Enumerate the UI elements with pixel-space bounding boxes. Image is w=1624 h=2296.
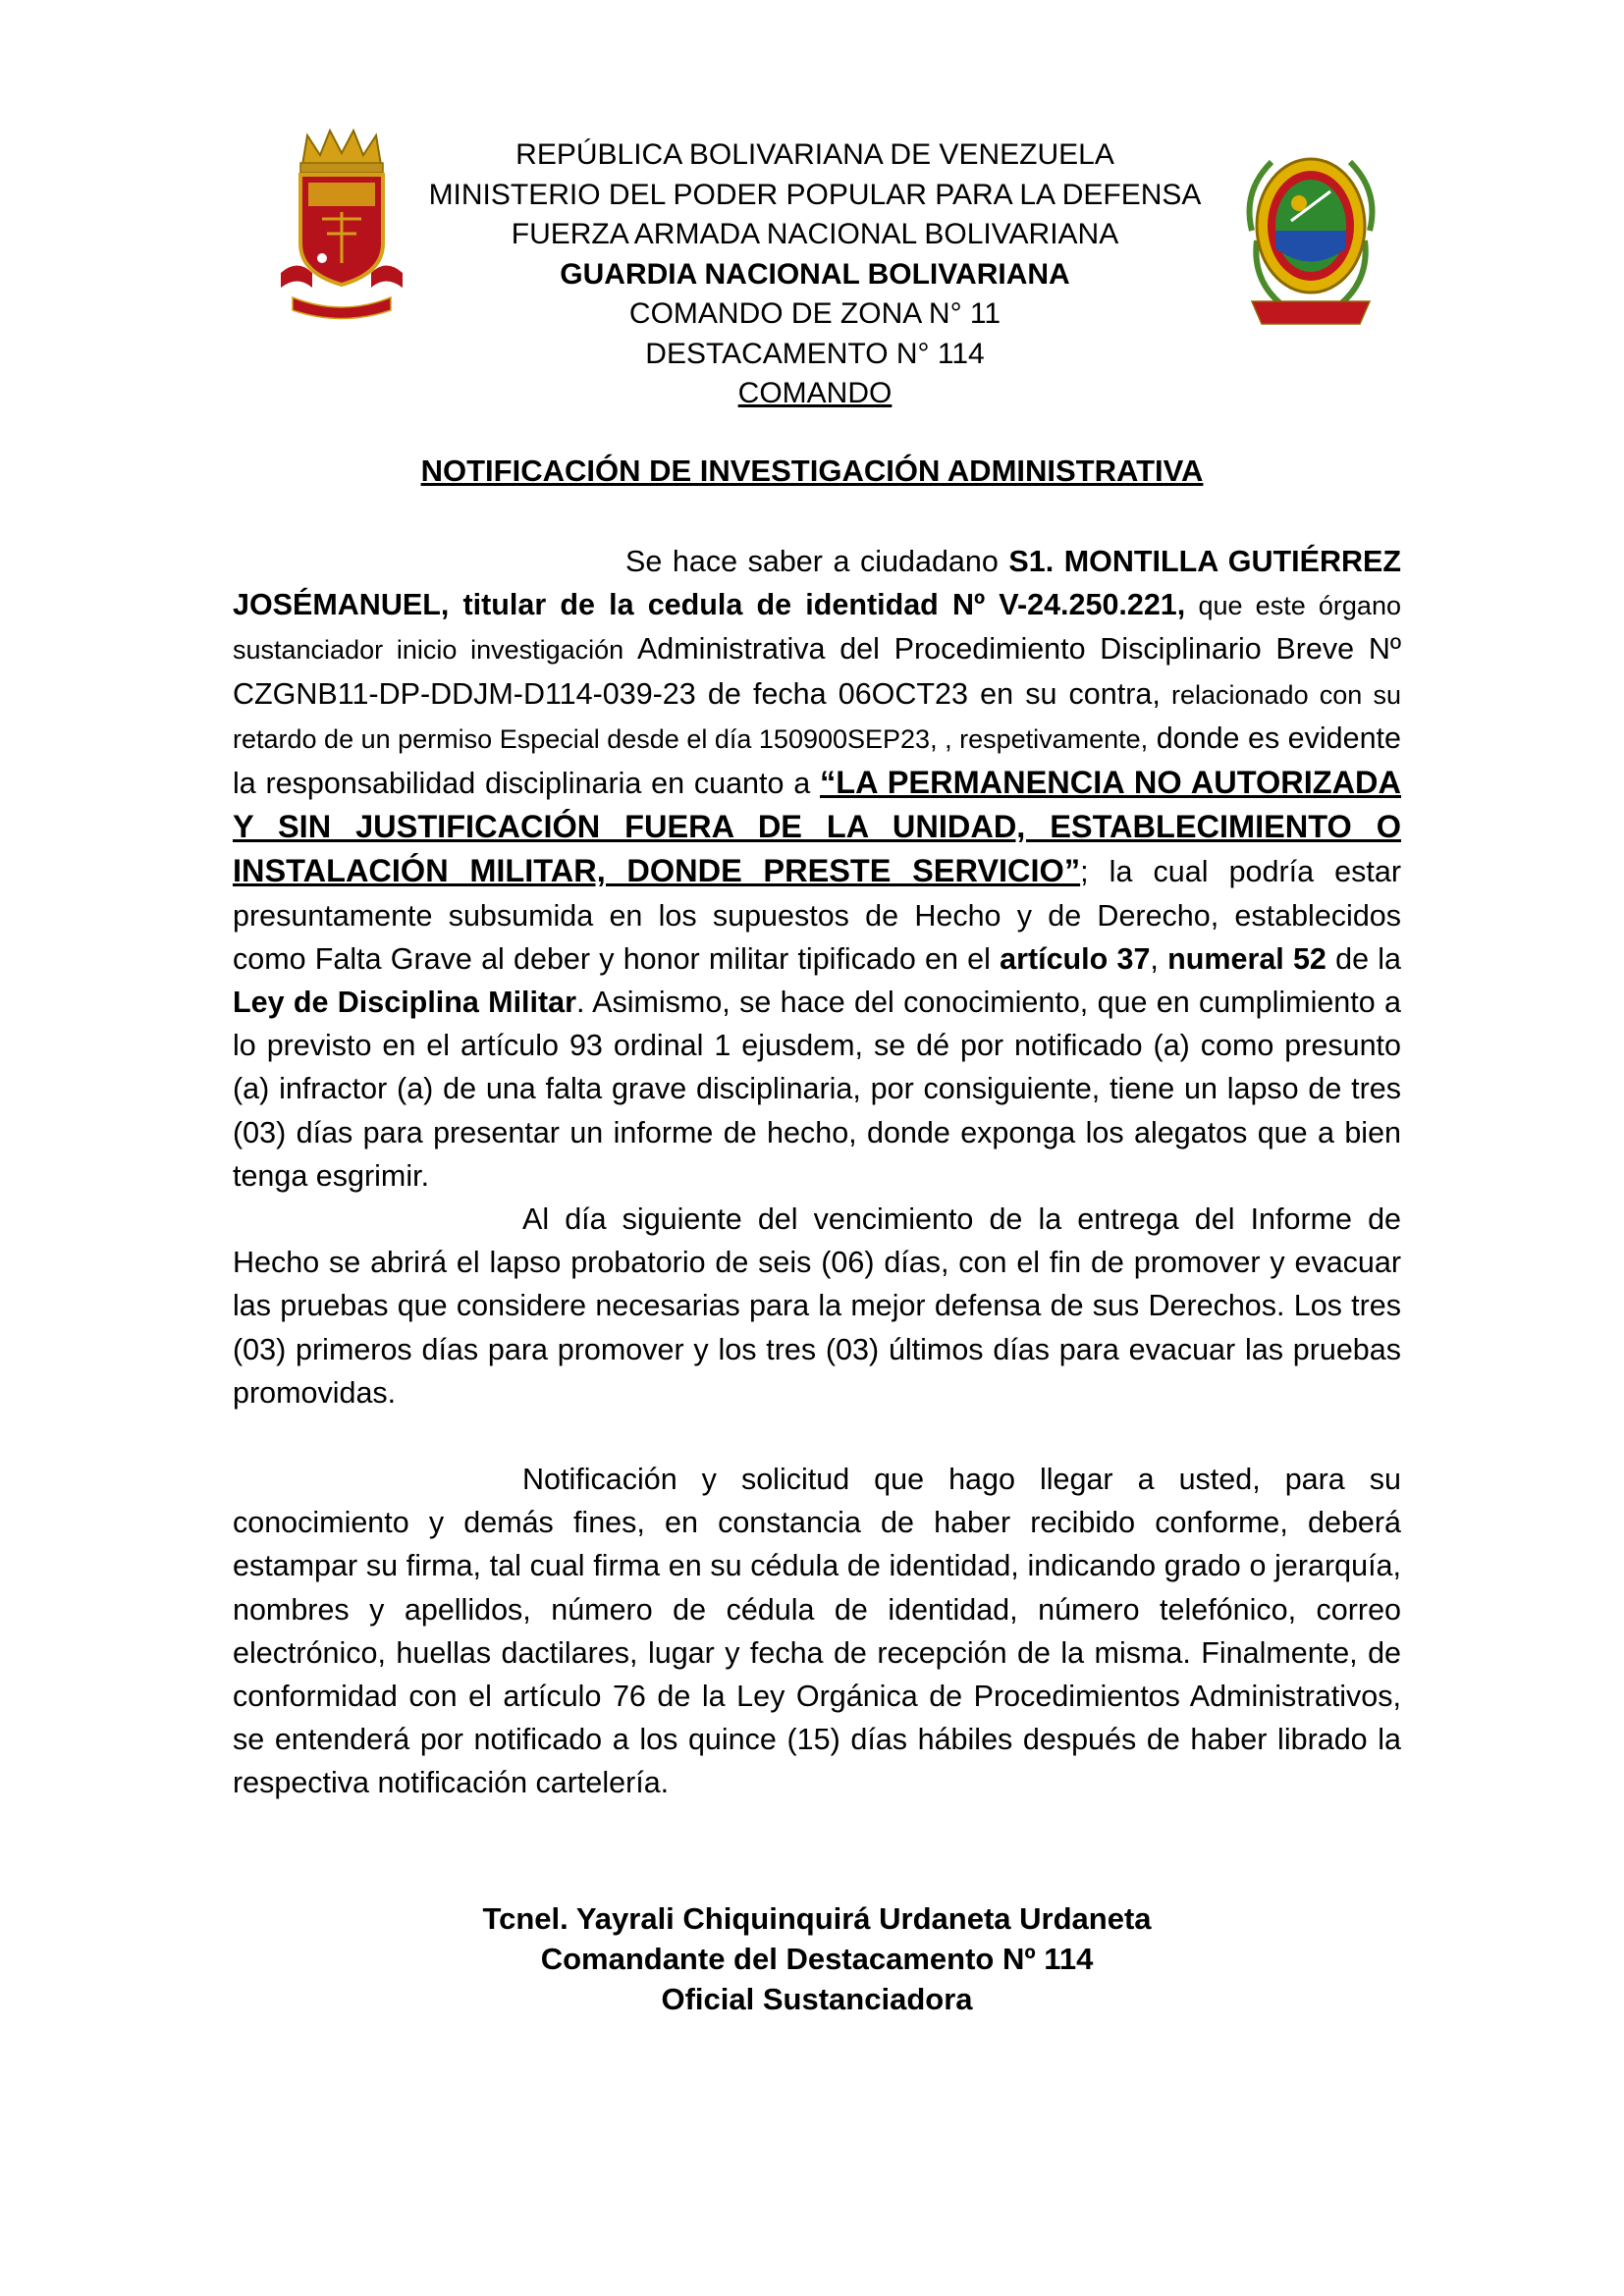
- header-armed-forces: FUERZA ARMADA NACIONAL BOLIVARIANA: [511, 218, 1119, 250]
- header-detachment: DESTACAMENTO N° 114: [645, 337, 985, 370]
- header-ministry: MINISTERIO DEL PODER POPULAR PARA LA DEFENSA: [428, 178, 1202, 211]
- procedure-reference: Administrativa del Procedimiento Disciplinario Breve Nº CZGNB11-DP-DDJM-D114-039-23 de fecha 06OCT23 en su contra,: [233, 632, 1401, 711]
- header-zone-command: COMANDO DE ZONA N° 11: [628, 297, 1001, 330]
- header-republic: REPÚBLICA BOLIVARIANA DE VENEZUELA: [515, 138, 1114, 171]
- header-guardia: GUARDIA NACIONAL BOLIVARIANA: [560, 257, 1070, 291]
- recipient-identity: S1. MONTILLA GUTIÉRREZ JOSÉMANUEL, titular de la cedula de identidad Nº V-24.250.221,: [233, 545, 1401, 622]
- document-body: [233, 540, 1401, 1805]
- header-command: COMANDO: [737, 377, 893, 409]
- signatory-role: Oficial Sustanciadora: [661, 1982, 973, 2016]
- signature-block: [233, 1898, 1401, 2019]
- signatory-name: Tcnel. Yayrali Chiquinquirá Urdaneta Urdaneta: [482, 1901, 1152, 1936]
- document-header: [373, 135, 1257, 414]
- paragraph-1: Se hace saber a ciudadano S1. MONTILLA GUTIÉRREZ JOSÉMANUEL, titular de la cedula de identidad Nº V-24.250.221, que este órgano sustanciador inicio investigación Administrativa del Procedimiento Disciplinario Breve Nº CZGNB11-DP-DDJM-D114-039-23 de fecha 06OCT23 en su contra, relacionado con su retardo de un permiso Especial desde el día 150900SEP23, , respetivamente, donde es evidente la responsabilidad disciplinaria en cuanto a “LA PERMANENCIA NO AUTORIZADA Y SIN JUSTIFICACIÓN FUERA DE LA UNIDAD, ESTABLECIMIENTO O INSTALACIÓN MILITAR, DONDE PRESTE SERVICIO”; la cual podría estar presuntamente subsumida en los supuestos de Hecho y de Derecho, establecidos como Falta Grave al deber y honor militar tipificado en el artículo 37, numeral 52 de la Ley de Disciplina Militar. Asimismo, se hace del conocimiento, que en cumplimiento a lo previsto en el artículo 93 ordinal 1 ejusdem, se dé por notificado (a) como presunto (a) infractor (a) de una falta grave disciplinaria, por consiguiente, tiene un lapso de tres (03) días para presentar un informe de hecho, donde exponga los alegatos que a bien tenga esgrimir.: [233, 545, 1402, 1193]
- signatory-position: Comandante del Destacamento Nº 114: [540, 1942, 1094, 1976]
- document-title: NOTIFICACIÓN DE INVESTIGACIÓN ADMINISTRATIVA: [420, 454, 1204, 488]
- paragraph-2: Al día siguiente del vencimiento de la entrega del Informe de Hecho se abrirá el lapso probatorio de seis (06) días, con el fin de promover y evacuar las pruebas que considere necesarias para la mejor defensa de sus Derechos. Los tres (03) primeros días para promover y los tres (03) últimos días para evacuar las pruebas promovidas.: [233, 1202, 1401, 1410]
- paragraph-3: Notificación y solicitud que hago llegar a usted, para su conocimiento y demás fines, en constancia de haber recibido conforme, deberá estampar su firma, tal cual firma en su cédula de identidad, indicando grado o jerarquía, nombres y apellidos, número de cédula de identidad, número telefónico, correo electrónico, huellas dactilares, lugar y fecha de recepción de la misma. Finalmente, de conformidad con el artículo 76 de la Ley Orgánica de Procedimientos Administrativos, se entenderá por notificado a los quince (15) días hábiles después de haber librado la respectiva notificación cartelería.: [233, 1463, 1401, 1800]
- offense-description: “LA PERMANENCIA NO AUTORIZADA Y SIN JUSTIFICACIÓN FUERA DE LA UNIDAD, ESTABLECIMIENTO O INSTALACIÓN MILITAR, DONDE PRESTE SERVICIO”: [233, 765, 1401, 889]
